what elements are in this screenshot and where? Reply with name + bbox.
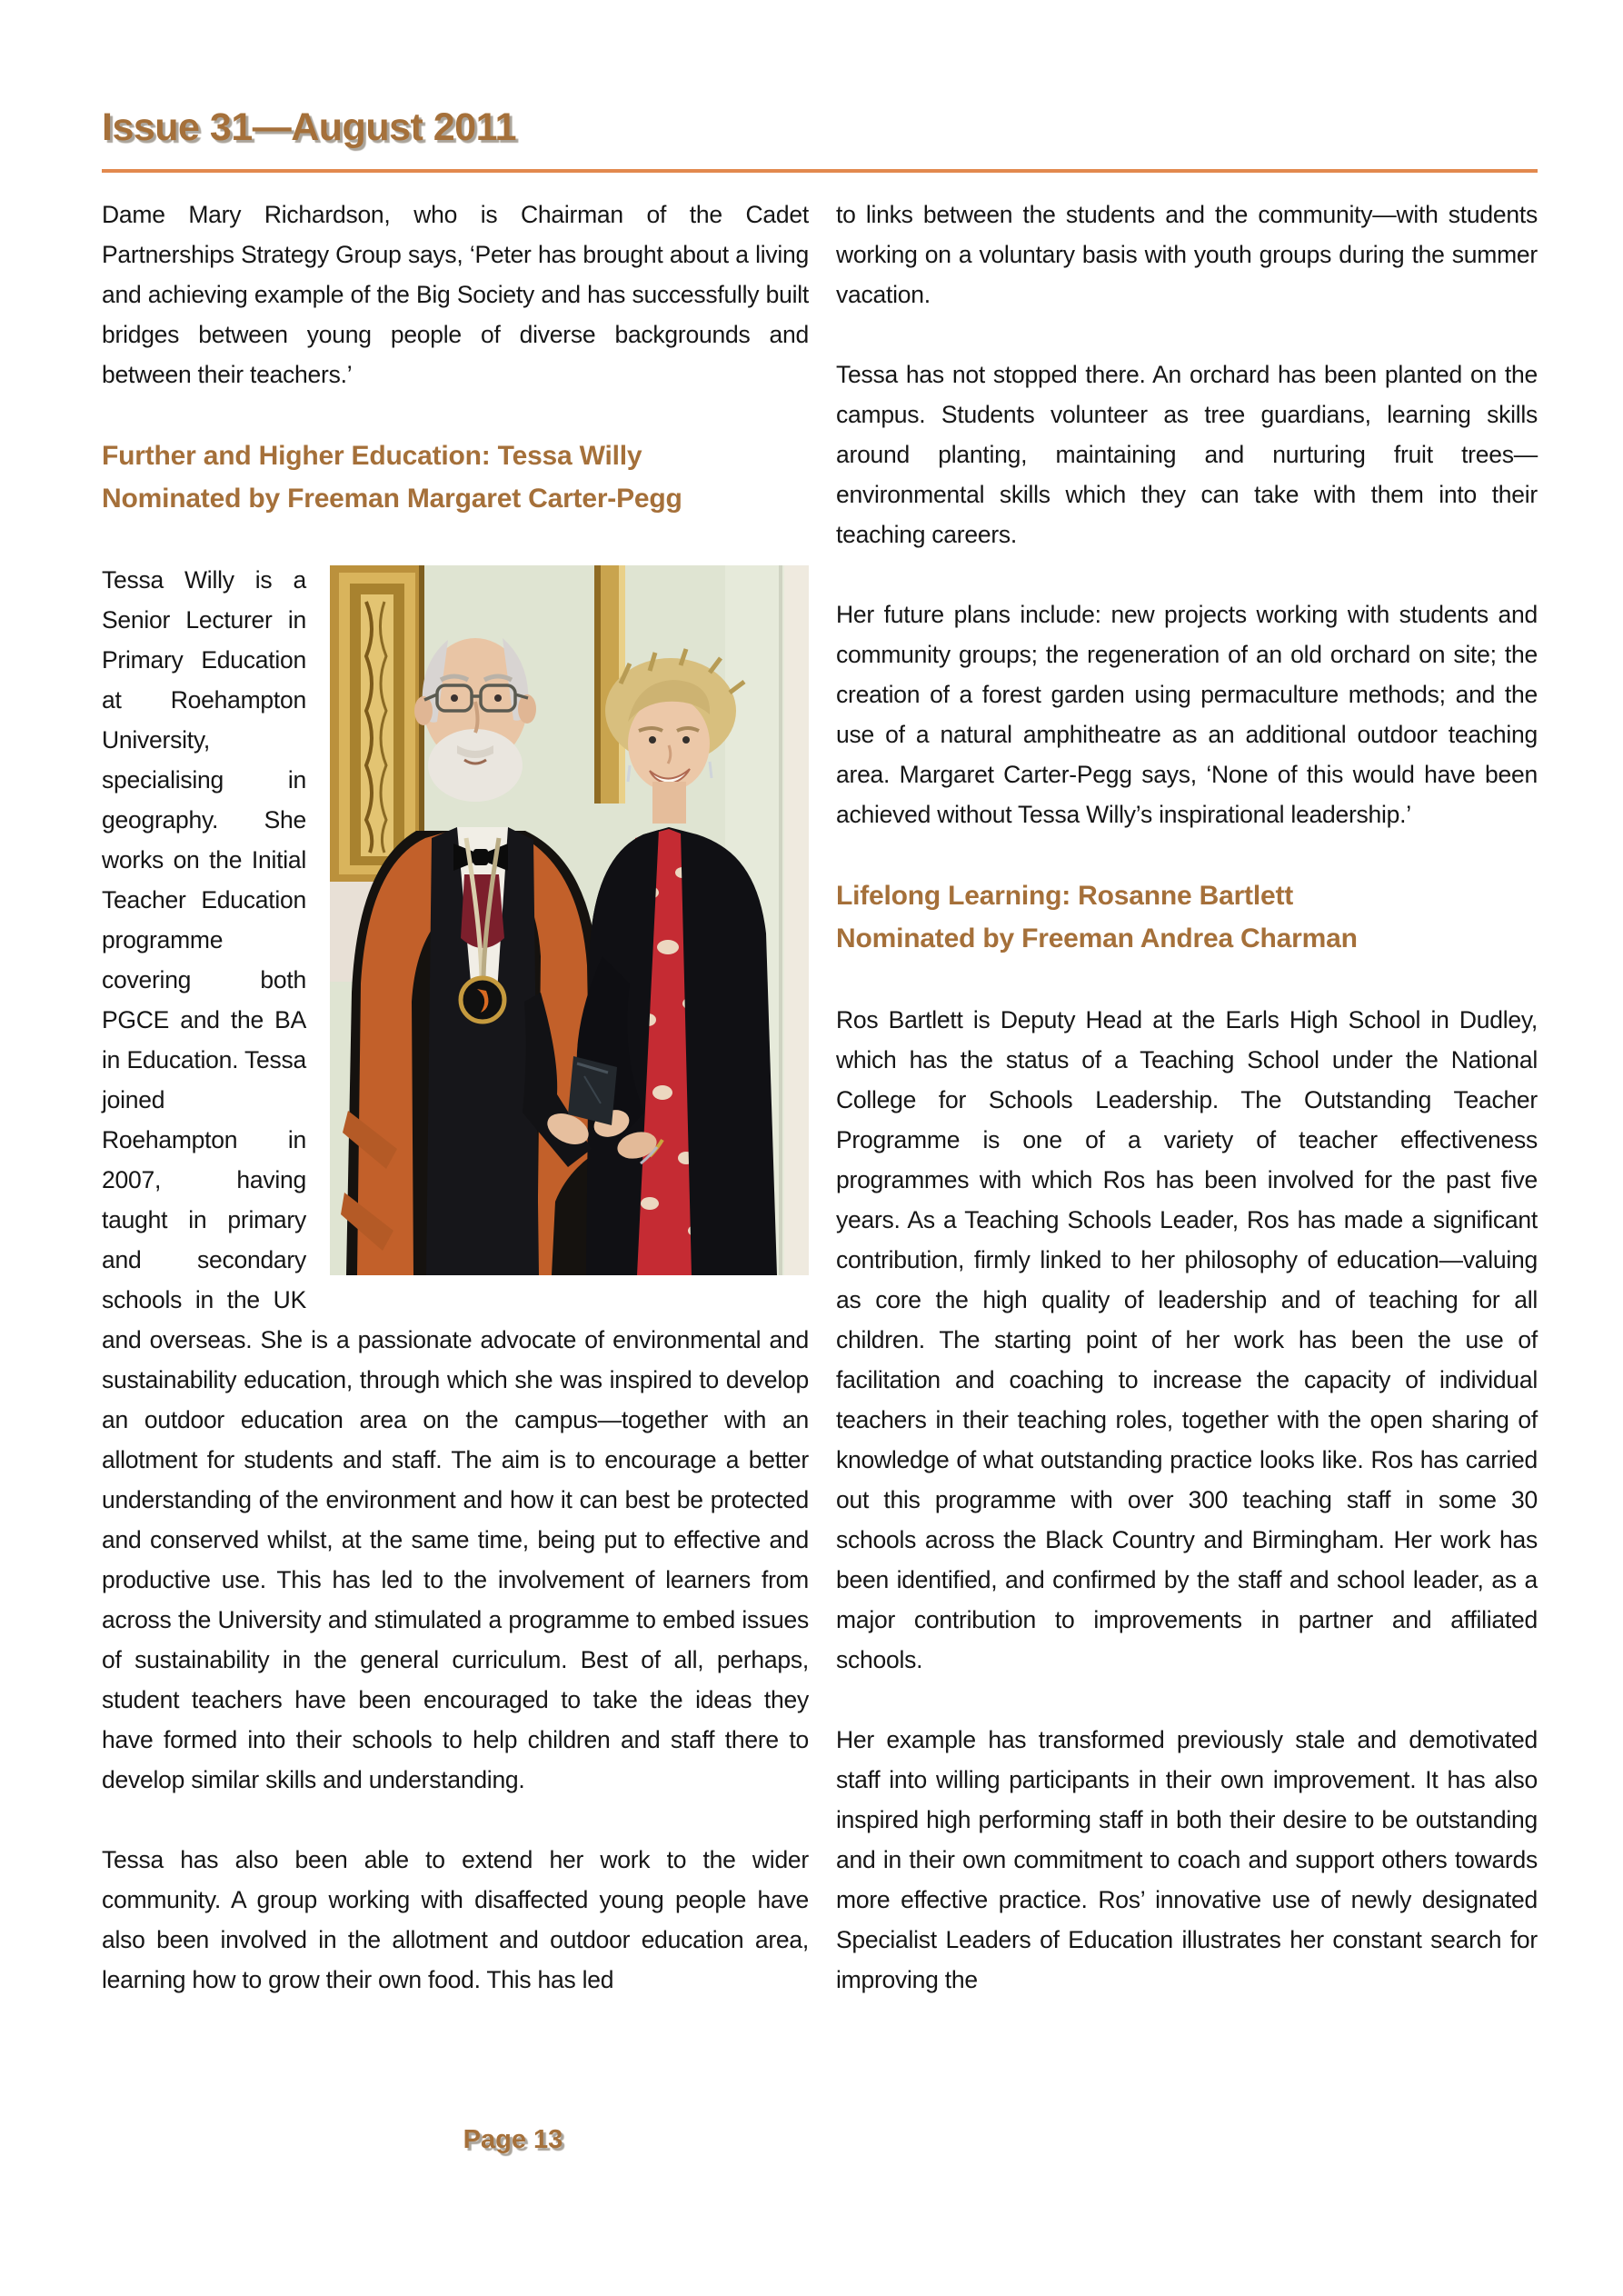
paragraph-orchard: Tessa has not stopped there. An orchard has been planted on the campus. Students volunteer as tree guardians, learning skills around planting, maintaining and nurturing fruit trees—environmental skills which they can take with them into their teaching careers.: [836, 361, 1538, 548]
header-rule: [102, 169, 1538, 173]
paragraph-dame-mary-quote: Dame Mary Richardson, who is Chairman of the Cadet Partnerships Strategy Group says, ‘Peter has brought about a living and achieving example of the Big Society and has successfully built bridges between young people of diverse backgrounds and between their teachers.’: [102, 201, 809, 388]
award-ceremony-photo: [330, 565, 809, 1275]
page-number: Page 13: [463, 2125, 563, 2154]
page-title: Issue 31—August 2011: [102, 105, 517, 149]
right-column: [836, 195, 1538, 2040]
paragraph-tessa-bio: [102, 560, 809, 1800]
heading-line: Further and Higher Education: Tessa Willy: [102, 441, 642, 471]
heading-line: Nominated by Freeman Margaret Carter-Pegg: [102, 484, 682, 514]
award-ceremony-photo-graphic: [330, 565, 809, 1275]
heading-line: Lifelong Learning: Rosanne Bartlett: [836, 881, 1294, 911]
paragraph-ros-example: Her example has transformed previously stale and demotivated staff into willing participants in their own improvement. It has also inspired high performing staff in both their desire to be outstanding and in their own commitment to coach and support others towards more effective practice. Ros’ innovative use of newly designated Specialist Leaders of Education illustrates her constant search for improving the: [836, 1726, 1538, 1993]
paragraph-community-links: to links between the students and the community—with students working on a voluntary basis with youth groups during the summer vacation.: [836, 201, 1538, 308]
left-column: [102, 195, 809, 2040]
paragraph-ros-bartlett: Ros Bartlett is Deputy Head at the Earls High School in Dudley, which has the status of a Teaching School under the National College for Schools Leadership. The Outstanding Teacher Programme is one of a variety of teacher effectiveness programmes with which Ros has been involved for the past five years. As a Teaching Schools Leader, Ros has made a significant contribution, firmly linked to her philosophy of education—valuing as core the high quality of leadership and of teaching for all children. The starting point of her work has been the use of facilitation and coaching to increase the capacity of individual teachers in their teaching roles, together with the open sharing of knowledge of what outstanding practice looks like. Ros has carried out this programme with over 300 teaching staff in some 30 schools across the Black Country and Birmingham. Her work has been identified, and confirmed by the staff and school leader, as a major contribution to improvements in partner and affiliated schools.: [836, 1006, 1538, 1673]
section-heading-further-higher-education: [102, 434, 809, 520]
heading-line: Nominated by Freeman Andrea Charman: [836, 923, 1358, 953]
section-heading-lifelong-learning: [836, 874, 1538, 960]
paragraph-text: Tessa Willy is a Senior Lecturer in Primary Education at Roehampton University, specialising in geography. She works on the Initial Teacher Education programme covering both PGCE and the BA in Education. Tessa joined Roehampton in 2007, having taught in primary and secondary schools in the UK and overseas. She is a passionate advocate of environmental and sustainability education, through which she was inspired to develop an outdoor education area on the campus—together with an allotment for students and staff. The aim is to encourage a better understanding of the environment and how it can best be protected and conserved whilst, at the same time, being put to effective and productive use. This has led to the involvement of learners from across the University and stimulated a programme to embed issues of sustainability in the general curriculum. Best of all, perhaps, student teachers have been encouraged to take the ideas they have formed into their schools to help children and staff there to develop similar skills and understanding.: [102, 566, 809, 1793]
paragraph-future-plans: Her future plans include: new projects working with students and community groups; the regeneration of an old orchard on site; the creation of a forest garden using permaculture methods; and the use of a natural amphitheatre as an additional outdoor teaching area. Margaret Carter-Pegg says, ‘None of this would have been achieved without Tessa Willy’s inspirational leadership.’: [836, 601, 1538, 828]
photo-picture-frame: [330, 565, 424, 882]
paragraph-tessa-community: Tessa has also been able to extend her work to the wider community. A group working with disaffected young people have also been involved in the allotment and outdoor education area, learning how to grow their own food. This has led: [102, 1846, 809, 1993]
